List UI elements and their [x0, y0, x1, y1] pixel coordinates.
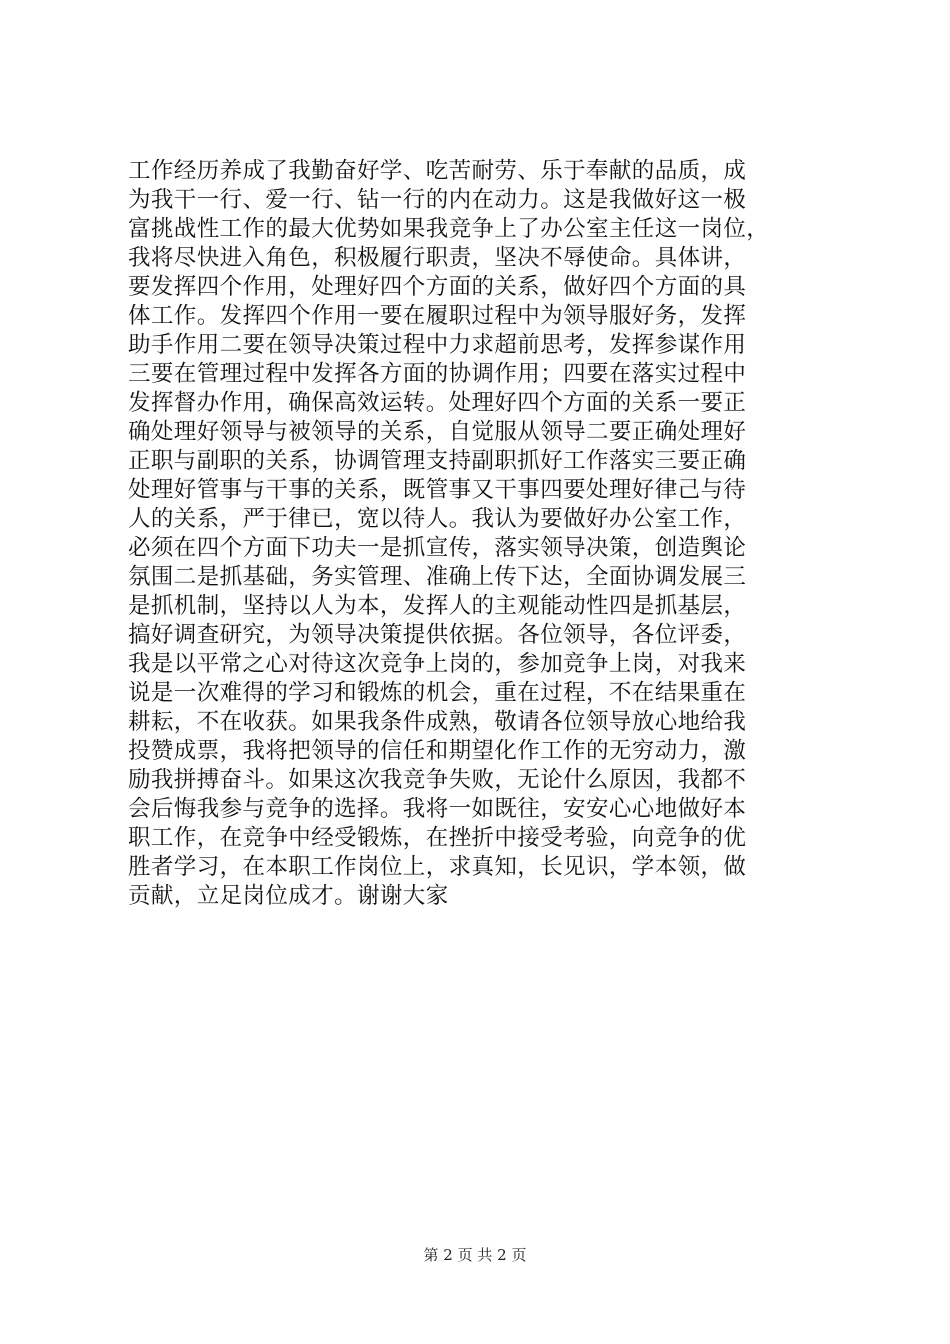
text-line: 励我拼搏奋斗。如果这次我竞争失败，无论什么原因，我都不 — [128, 767, 747, 793]
text-line: 我将尽快进入角色，积极履行职责，坚决不辱使命。具体讲， — [128, 245, 747, 271]
text-line: 三要在管理过程中发挥各方面的协调作用；四要在落实过程中 — [128, 361, 747, 387]
text-line: 正职与副职的关系，协调管理支持副职抓好工作落实三要正确 — [128, 448, 747, 474]
text-line: 为我干一行、爱一行、钻一行的内在动力。这是我做好这一极 — [128, 187, 747, 213]
text-line: 处理好管事与干事的关系，既管事又干事四要处理好律己与待 — [128, 477, 747, 503]
text-line: 耕耘，不在收获。如果我条件成熟，敬请各位领导放心地给我 — [128, 709, 747, 735]
text-line: 职工作，在竞争中经受锻炼，在挫折中接受考验，向竞争的优 — [128, 825, 747, 851]
text-line: 我是以平常之心对待这次竞争上岗的，参加竞争上岗，对我来 — [128, 651, 747, 677]
text-line: 工作经历养成了我勤奋好学、吃苦耐劳、乐于奉献的品质，成 — [128, 158, 747, 184]
text-line: 确处理好领导与被领导的关系，自觉服从领导二要正确处理好 — [128, 419, 747, 445]
text-line: 是抓机制，坚持以人为本，发挥人的主观能动性四是抓基层， — [128, 593, 747, 619]
body-text — [128, 157, 848, 911]
text-line: 说是一次难得的学习和锻炼的机会，重在过程，不在结果重在 — [128, 680, 747, 706]
text-line: 发挥督办作用，确保高效运转。处理好四个方面的关系一要正 — [128, 390, 747, 416]
text-line: 胜者学习，在本职工作岗位上，求真知，长见识，学本领，做 — [128, 854, 747, 880]
text-line: 助手作用二要在领导决策过程中力求超前思考，发挥参谋作用 — [128, 332, 747, 358]
text-line: 搞好调查研究，为领导决策提供依据。各位领导，各位评委， — [128, 622, 747, 648]
text-line: 人的关系，严于律已，宽以待人。我认为要做好办公室工作， — [128, 506, 747, 532]
text-line: 富挑战性工作的最大优势如果我竞争上了办公室主任这一岗位， — [128, 216, 770, 242]
text-line: 投赞成票，我将把领导的信任和期望化作工作的无穷动力，激 — [128, 738, 747, 764]
page-number-footer: 第 2 页 共 2 页 — [423, 1246, 527, 1264]
text-line: 要发挥四个作用，处理好四个方面的关系，做好四个方面的具 — [128, 274, 747, 300]
text-line: 会后悔我参与竞争的选择。我将一如既往，安安心心地做好本 — [128, 796, 747, 822]
text-line: 贡献，立足岗位成才。谢谢大家 — [128, 883, 449, 909]
text-line: 体工作。发挥四个作用一要在履职过程中为领导服好务，发挥 — [128, 303, 747, 329]
text-line: 氛围二是抓基础，务实管理、准确上传下达，全面协调发展三 — [128, 564, 747, 590]
text-line: 必须在四个方面下功夫一是抓宣传，落实领导决策，创造舆论 — [128, 535, 747, 561]
